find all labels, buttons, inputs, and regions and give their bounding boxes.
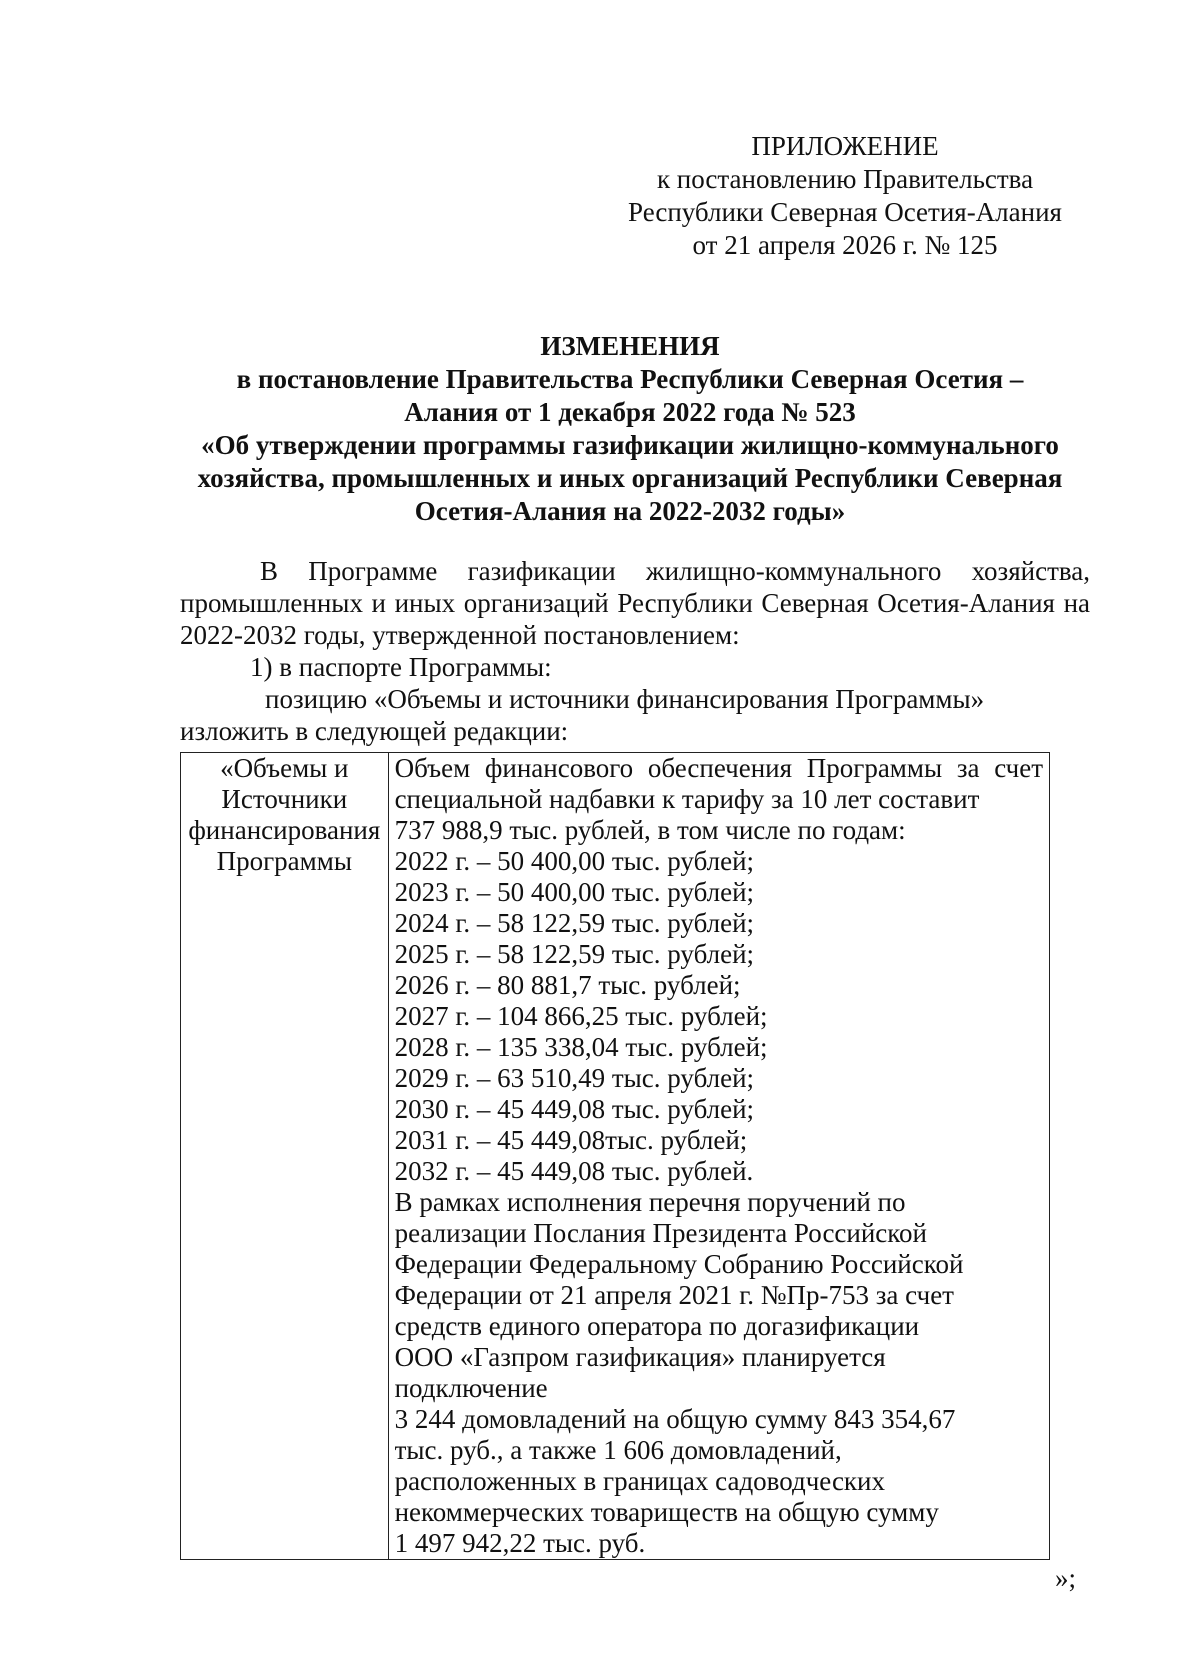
- extra-text-line: 3 244 домовладений на общую сумму 843 354,67: [394, 1404, 956, 1434]
- extra-text-line: некоммерческих товариществ на общую сумму: [394, 1497, 939, 1527]
- extra-text-line: средств единого оператора по догазификации: [394, 1311, 920, 1341]
- funding-value-cell: [388, 753, 1049, 1560]
- closing-quote: »;: [1055, 1563, 1077, 1593]
- year-amount: 2027 г. – 104 866,25 тыс. рублей;: [394, 1001, 768, 1031]
- year-amount: 2023 г. – 50 400,00 тыс. рублей;: [394, 877, 755, 907]
- label-line: «Объемы и: [220, 753, 349, 783]
- document-heading: [160, 330, 1100, 528]
- year-amount: 2032 г. – 45 449,08 тыс. рублей.: [394, 1156, 754, 1186]
- appendix-line-2: Республики Северная Осетия-Алания: [628, 197, 1062, 227]
- heading-line-5: Осетия-Алания на 2022-2032 годы»: [414, 496, 846, 526]
- funding-label-cell: [181, 753, 389, 1560]
- year-amount: 2030 г. – 45 449,08 тыс. рублей;: [394, 1094, 755, 1124]
- appendix-line-3: от 21 апреля 2026 г. № 125: [692, 230, 998, 260]
- year-amount: 2031 г. – 45 449,08тыс. рублей;: [394, 1125, 748, 1155]
- table-row: [181, 753, 1050, 1560]
- heading-line-3: «Об утверждении программы газификации жилищно-коммунального: [201, 430, 1059, 460]
- heading-title: ИЗМЕНЕНИЯ: [540, 331, 720, 361]
- heading-line-4: хозяйства, промышленных и иных организаций Республики Северная: [197, 463, 1063, 493]
- body-text: [180, 555, 1090, 747]
- year-amount: 2029 г. – 63 510,49 тыс. рублей;: [394, 1063, 755, 1093]
- item-position: позицию «Объемы и источники финансирования Программы»: [265, 684, 985, 714]
- appendix-title: ПРИЛОЖЕНИЕ: [751, 131, 939, 161]
- passport-table: [180, 752, 1050, 1560]
- total-amount: 737 988,9 тыс. рублей, в том числе по годам:: [394, 815, 906, 845]
- label-line: Программы: [216, 846, 352, 876]
- appendix-line-1: к постановлению Правительства: [656, 164, 1034, 194]
- extra-text-line: реализации Послания Президента Российской: [394, 1218, 927, 1248]
- year-amount: 2024 г. – 58 122,59 тыс. рублей;: [394, 908, 755, 938]
- extra-text-line: Федерации Федеральному Собранию Российской: [394, 1249, 964, 1279]
- year-amount: 2026 г. – 80 881,7 тыс. рублей;: [394, 970, 741, 1000]
- year-amount: 2028 г. – 135 338,04 тыс. рублей;: [394, 1032, 768, 1062]
- label-line: финансирования: [188, 815, 381, 845]
- extra-text-line: расположенных в границах садоводческих: [394, 1466, 885, 1496]
- heading-line-1: в постановление Правительства Республики Северная Осетия –: [236, 364, 1024, 394]
- extra-text-line: подключение: [394, 1373, 548, 1403]
- appendix-header: [600, 130, 1090, 262]
- item-edit: изложить в следующей редакции:: [180, 716, 569, 746]
- item-passport: 1) в паспорте Программы:: [250, 652, 552, 682]
- heading-line-2: Алания от 1 декабря 2022 года № 523: [404, 397, 856, 427]
- year-amount: 2022 г. – 50 400,00 тыс. рублей;: [394, 846, 755, 876]
- year-amount: 2025 г. – 58 122,59 тыс. рублей;: [394, 939, 755, 969]
- extra-text-line: Федерации от 21 апреля 2021 г. №Пр-753 за счет: [394, 1280, 954, 1310]
- extra-text-line: ООО «Газпром газификация» планируется: [394, 1342, 886, 1372]
- volume-text: Объем финансового обеспечения Программы за счет специальной надбавки к тарифу за 10 лет составит: [394, 753, 1043, 814]
- intro-paragraph: В Программе газификации жилищно-коммунального хозяйства, промышленных и иных организаций Республики Северная Осетия-Алания на 2022-2032 годы, утвержденной постановлением:: [180, 556, 1090, 650]
- extra-text-line: тыс. руб., а также 1 606 домовладений,: [394, 1435, 842, 1465]
- extra-text-line: 1 497 942,22 тыс. руб.: [394, 1528, 646, 1558]
- extra-text-line: В рамках исполнения перечня поручений по: [394, 1187, 906, 1217]
- label-line: Источники: [221, 784, 348, 814]
